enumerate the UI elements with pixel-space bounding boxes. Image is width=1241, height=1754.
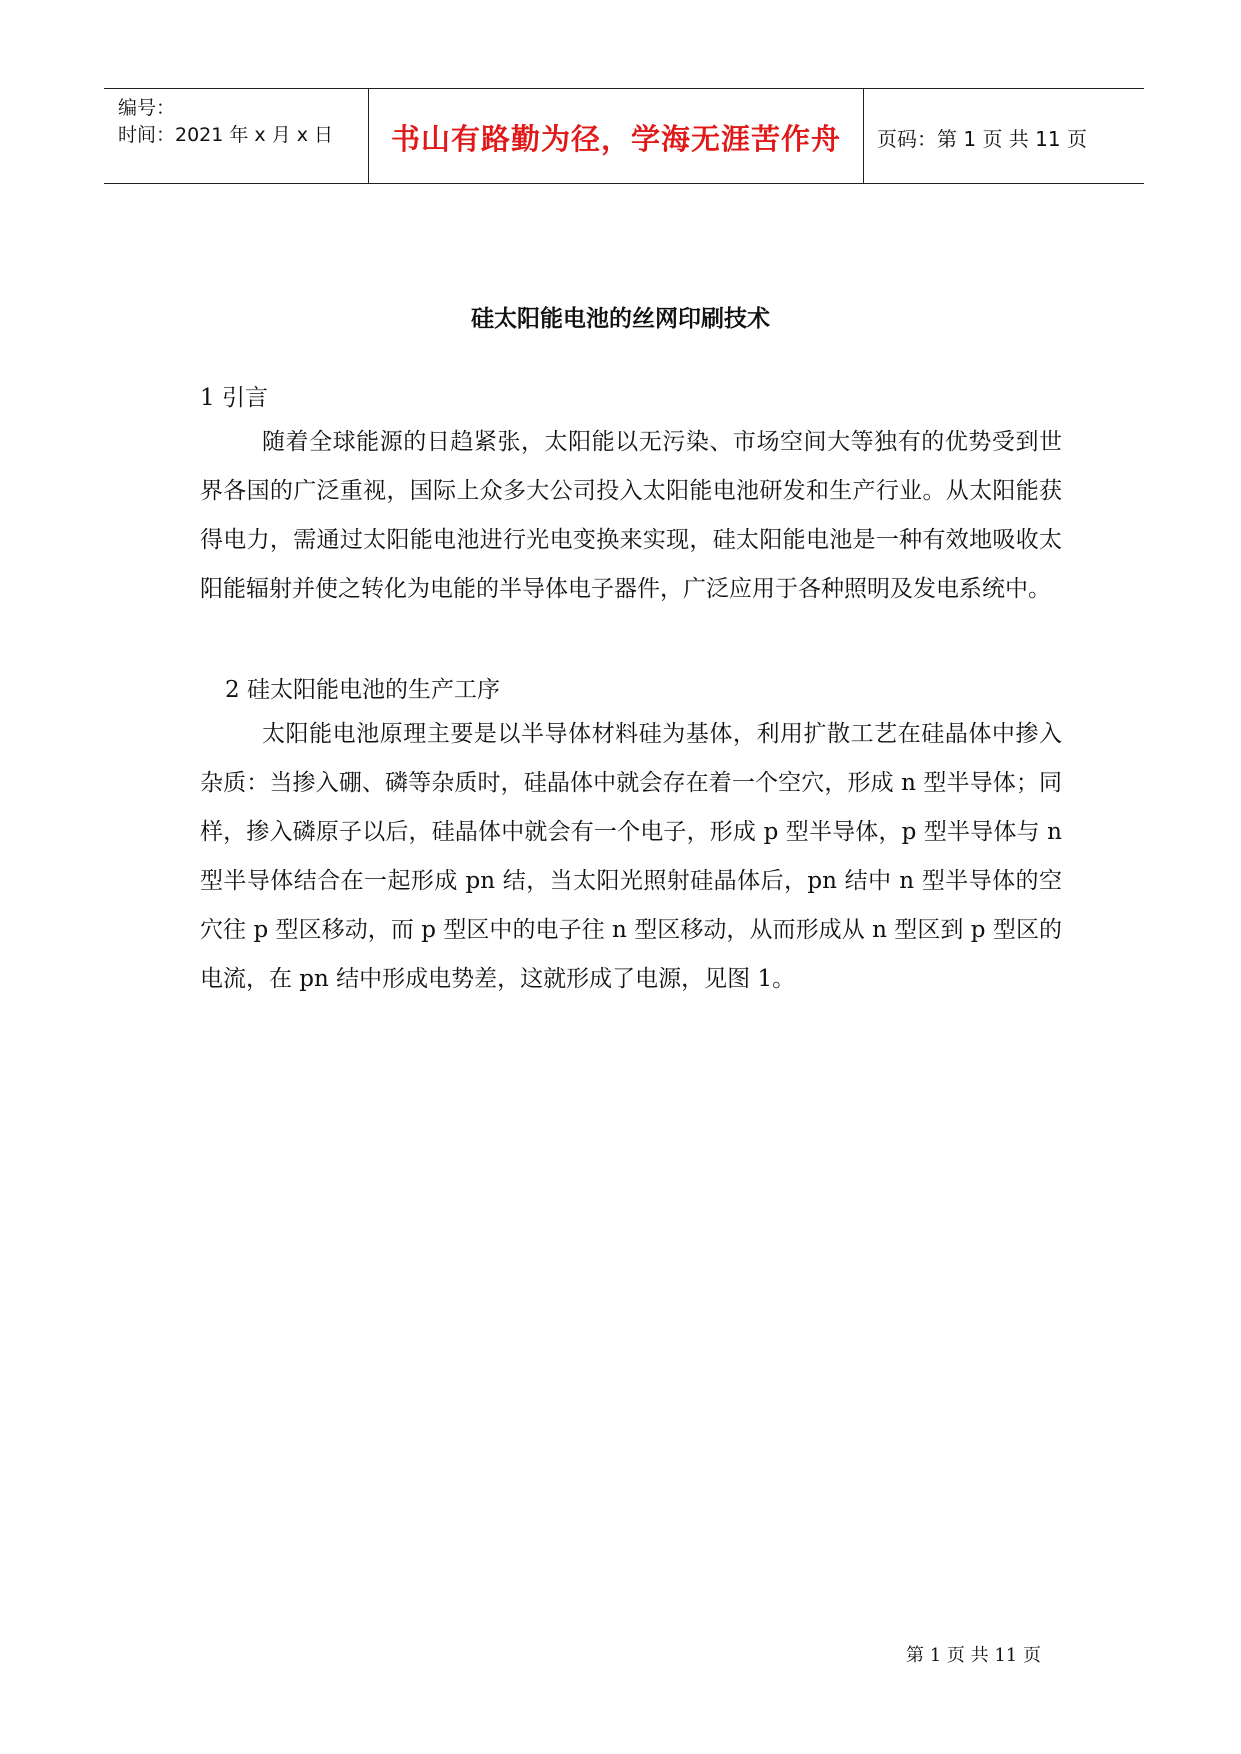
section-paragraph-introduction: 随着全球能源的日趋紧张，太阳能以无污染、市场空间大等独有的优势受到世界各国的广泛重视，国际上众多大公司投入太阳能电池研发和生产行业。从太阳能获得电力，需通过太阳能电池进行光电变换来实现，硅太阳能电池是一种有效地吸收太阳能辐射并使之转化为电能的半导体电子器件，广泛应用于各种照明及发电系统中。 xyxy=(200,429,1062,602)
page-header xyxy=(104,88,1144,184)
header-right-cell xyxy=(864,89,1144,183)
section-heading-introduction: 1 引言 xyxy=(200,385,268,411)
header-left-cell xyxy=(104,89,368,183)
page-footer: 第 1 页 共 11 页 xyxy=(906,1645,1041,1666)
header-motto-cell xyxy=(368,89,864,183)
section-heading-production: 2 硅太阳能电池的生产工序 xyxy=(225,677,500,703)
time-label: 时间：2021 年 x 月 x 日 xyxy=(118,124,334,146)
page-info: 页码：第 1 页 共 11 页 xyxy=(877,127,1087,151)
motto-text: 书山有路勤为径，学海无涯苦作舟 xyxy=(390,122,841,156)
number-label: 编号： xyxy=(118,97,176,119)
section-paragraph-production: 太阳能电池原理主要是以半导体材料硅为基体，利用扩散工艺在硅晶体中掺入杂质：当掺入硼、磷等杂质时，硅晶体中就会存在着一个空穴，形成 n 型半导体；同样，掺入磷原子以后，硅晶体中就会有一个电子，形成 p 型半导体，p 型半导体与 n 型半导体结合在一起形成 pn 结，当太阳光照射硅晶体后，pn 结中 n 型半导体的空穴往 p 型区移动，而 p 型区中的电子往 n 型区移动，从而形成从 n 型区到 p 型区的电流，在 pn 结中形成电势差，这就形成了电源，见图 1。 xyxy=(200,721,1062,992)
document-title: 硅太阳能电池的丝网印刷技术 xyxy=(471,306,770,332)
